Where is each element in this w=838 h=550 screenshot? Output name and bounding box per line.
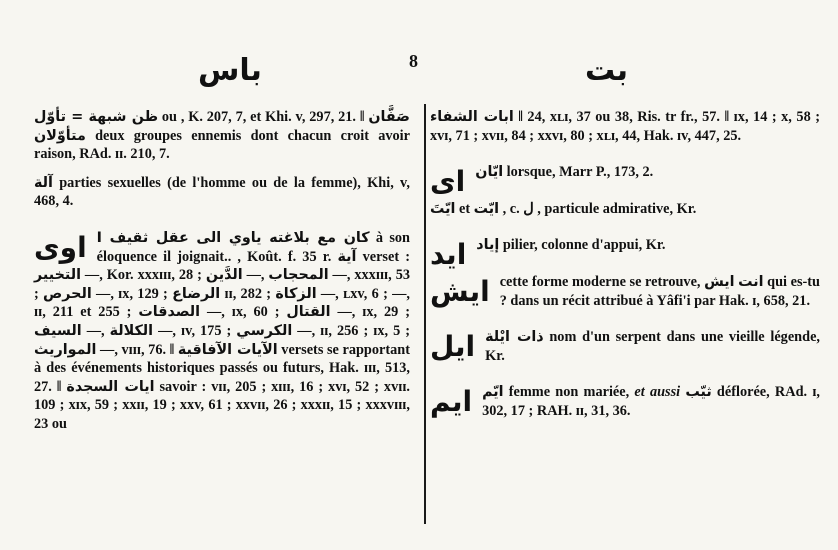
headword: ايش — [430, 274, 490, 308]
arabic-text: القتال — [286, 304, 331, 321]
entry-ala — [34, 174, 410, 211]
entry-definition: —, ɪx, 60 ; — [200, 304, 287, 321]
entry-awa — [34, 229, 410, 434]
entry-definition: —, ɪx, 129 ; — [91, 285, 173, 302]
headword: ايل — [430, 330, 476, 364]
arabic-text: ذات ايْلة — [485, 329, 544, 346]
entry-ayat-continued — [430, 108, 820, 145]
arabic-text: ايش — [704, 273, 735, 290]
right-running-head: بت — [585, 53, 629, 88]
entry-ayy — [430, 163, 820, 199]
entry-taawwul — [34, 108, 410, 164]
arabic-text: صَفَّان متأوّلان — [34, 109, 410, 144]
entry-text — [430, 163, 820, 182]
entry-text — [430, 108, 820, 145]
arabic-text: ايّتَ — [430, 200, 456, 217]
entry-text — [430, 383, 820, 420]
entry-definition: , K. 207, 7, et Khi. v, 297, 21. ‖ — [180, 109, 369, 125]
entry-definition: parties sexuelles (de l'homme ou de la femme), Khi, v, 468, 4. — [34, 174, 410, 210]
entry-text — [34, 174, 410, 211]
entry-definition: pilier, colonne d'appui, Kr. — [499, 237, 666, 254]
arabic-text: ايّان — [475, 164, 504, 181]
entry-ayyat — [430, 200, 820, 219]
entry-definition: savoir : vɪɪ, 205 ; xɪɪɪ, 16 ; xvɪ, 52 ; xvɪɪ. 109 ; xɪx, 59 ; xxɪɪ, 19 ; xxv, 61 ; xxvɪɪ, 26 ; xxxɪɪ, 15 ; xxxvɪɪɪ, 23 ou — [34, 378, 411, 432]
italic-text: et aussi — [634, 384, 681, 401]
arabic-text: آلة — [34, 174, 53, 191]
left-running-head: باس — [198, 53, 262, 88]
entry-definition: à son éloquence il joignait.. , Koût. f. 35 r. — [96, 229, 410, 265]
entry-text — [430, 236, 820, 255]
arabic-text: ايّم — [482, 384, 504, 401]
arabic-text: الكرسي — [236, 322, 293, 339]
left-column — [34, 108, 410, 444]
entry-definition: —, ɪɪ, 256 ; ɪx, 5 ; — [292, 322, 410, 339]
entry-definition: versets se rapportant à des événements historiques passés ou futurs, Hak. ɪɪɪ, 513, 27. ‖ — [34, 341, 410, 395]
entry-definition: —, — [242, 267, 269, 284]
headword: اوى — [34, 230, 87, 264]
entry-definition: verset : — [356, 248, 410, 265]
entry-definition: —, ʟxv, 6 ; —, ɪɪ, 211 et 255 ; — [34, 285, 410, 321]
entry-ayl — [430, 328, 820, 365]
arabic-text: كان مع بلاغته ياوي الى عقل ثقيف I — [96, 229, 370, 246]
arabic-text: ايات السجدة — [66, 378, 155, 395]
entry-aym — [430, 383, 820, 420]
entry-definition: deux groupes ennemis dont chacun croit avoir raison, RAd. ɪɪ. 210, 7. — [34, 127, 410, 163]
arabic-text: إياد — [476, 237, 500, 254]
column-divider — [424, 104, 426, 524]
arabic-text: المواريث — [34, 341, 97, 358]
right-column — [430, 108, 820, 431]
entry-definition: , c. ل , particule admirative, Kr. — [499, 200, 697, 217]
headword: ايم — [430, 385, 473, 419]
entry-definition: —, — [81, 322, 110, 339]
entry-definition: —, vɪɪɪ, 76. ‖ — [96, 341, 178, 358]
entry-definition: —, ɪx, 29 ; — [330, 304, 411, 321]
entry-definition: lorsque, Marr P., 173, 2. — [503, 164, 654, 181]
entry-definition: —, ɪv, 175 ; — [153, 322, 237, 339]
entry-definition: déflorée, RAd. ɪ, 302, 17 ; RAH. ɪɪ, 31, 36. — [482, 384, 821, 419]
arabic-text: الدَّين — [205, 267, 243, 284]
entry-definition: —, Kor. xxxɪɪɪ, 28 ; — [80, 267, 206, 284]
arabic-text: ظن شبهة = تأوّل — [34, 109, 159, 125]
arabic-text: الزكاة — [275, 285, 317, 302]
arabic-text: ثيّب — [685, 384, 712, 401]
entry-ayd — [430, 236, 820, 272]
arabic-text: ايّت — [473, 200, 500, 217]
entry-text — [34, 108, 410, 164]
entry-text — [34, 229, 410, 434]
headword: اى — [430, 165, 466, 199]
entry-definition: ‖ 24, xʟɪ, 37 ou 38, Ris. tr fr., 57. ‖ ɪx, 14 ; x, 58 ; xvɪ, 71 ; xvɪɪ, 84 ; xxvɪ, 80 ; xʟɪ, 44, Hak. ɪv, 447, 25. — [430, 109, 821, 144]
arabic-text: المحجاب — [268, 267, 329, 284]
arabic-text: التخيير — [34, 267, 81, 284]
entry-text — [430, 328, 820, 365]
entry-definition: qui es-tu ? dans un récit attribué à Yâfi'i par Hak. ɪ, 658, 21. — [499, 273, 820, 309]
entry-definition: ɪɪ, 282 ; — [220, 285, 276, 302]
arabic-text: الرضاع — [172, 285, 221, 302]
entry-definition: femme non mariée, — [503, 384, 635, 401]
entry-text — [430, 200, 820, 219]
entry-definition: nom d'un serpent dans une vieille légende, Kr. — [485, 329, 820, 364]
arabic-text: السيف — [34, 322, 82, 339]
entry-definition: —, xxxɪɪɪ, 53 ; — [34, 267, 410, 302]
arabic-text: ابات الشفاء — [430, 109, 514, 125]
arabic-text: انت — [738, 273, 764, 290]
arabic-text: الحرص — [43, 285, 92, 302]
arabic-text: الصدقات — [138, 304, 201, 321]
arabic-text: آية — [337, 248, 357, 265]
entry-definition: et — [455, 200, 474, 217]
page-number: 8 — [409, 51, 418, 71]
entry-aysh — [430, 273, 820, 310]
arabic-text: الكلالة — [109, 322, 154, 339]
headword: ايد — [430, 238, 467, 272]
entry-definition: cette forme moderne se retrouve, — [499, 273, 705, 290]
arabic-text: الآيات الآفاقية — [177, 341, 278, 358]
entry-definition: ou — [158, 109, 181, 125]
